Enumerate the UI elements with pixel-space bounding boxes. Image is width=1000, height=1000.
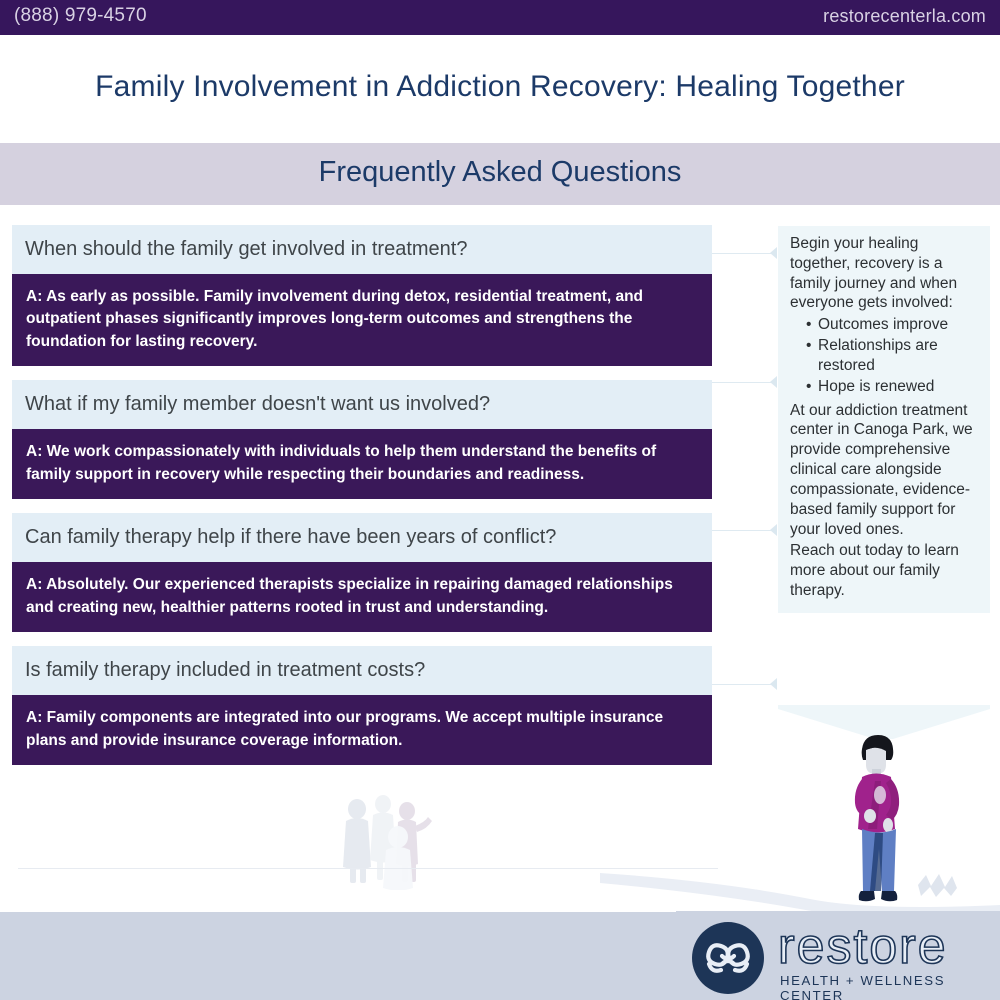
faq-answer: A: Absolutely. Our experienced therapists specialize in repairing damaged relationships and creating new, healthier patterns rooted in trust and understanding. — [12, 562, 712, 632]
connector-line-1 — [712, 253, 774, 254]
connector-arrow-2 — [770, 376, 777, 388]
logo-wordmark: restore — [778, 918, 948, 974]
spacer — [12, 366, 712, 380]
benefit-item: • Outcomes improve — [806, 315, 978, 335]
faq-question[interactable]: Can family therapy help if there have been years of conflict? — [12, 513, 712, 562]
phone-number[interactable]: (888) 979-4570 — [14, 5, 147, 26]
faq-question[interactable]: What if my family member doesn't want us involved? — [12, 380, 712, 429]
faq-question[interactable]: When should the family get involved in treatment? — [12, 225, 712, 274]
connector-line-2 — [712, 382, 774, 383]
benefit-item: • Hope is renewed — [806, 377, 978, 397]
faq-item — [12, 646, 712, 765]
faded-family-group-illustration — [335, 795, 445, 890]
footer-logo-area — [676, 911, 1000, 1000]
side-info-panel — [778, 226, 990, 613]
side-panel-body: At our addiction treatment center in Canoga Park, we provide comprehensive clinical care alongside compassionate, evidence-based family support for your loved ones. — [790, 401, 973, 538]
benefit-item: • Relationships are restored — [806, 336, 978, 376]
faq-list — [12, 225, 712, 765]
faq-answer: A: As early as possible. Family involvement during detox, residential treatment, and outpatient phases significantly improves long-term outcomes and strengthens the foundation for lasting recovery. — [12, 274, 712, 366]
website-url[interactable]: restorecenterla.com — [823, 6, 986, 26]
faq-answer: A: Family components are integrated into our programs. We accept multiple insurance plans and provide insurance coverage information. — [12, 695, 712, 765]
standing-person-illustration — [845, 733, 907, 911]
side-panel-closing: Reach out today to learn more about our family therapy. — [790, 542, 959, 600]
faq-item — [12, 225, 712, 366]
connector-line-4 — [712, 684, 774, 685]
logo-tagline: HEALTH + WELLNESS CENTER — [780, 973, 946, 1000]
restore-knot-logo-icon — [692, 922, 764, 994]
connector-arrow-4 — [770, 678, 777, 690]
side-panel-benefits-list — [790, 315, 978, 396]
faq-section-banner — [0, 143, 1000, 205]
side-panel-intro: Begin your healing together, recovery is a family journey and when everyone gets involved: — [790, 235, 958, 312]
faq-item — [12, 380, 712, 499]
connector-arrow-3 — [770, 524, 777, 536]
faq-banner-title: Frequently Asked Questions — [318, 156, 682, 188]
page-title: Family Involvement in Addiction Recovery: Healing Together — [95, 70, 905, 103]
faq-answer: A: We work compassionately with individuals to help them understand the benefits of family support in recovery while respecting their boundaries and readiness. — [12, 429, 712, 499]
spacer — [12, 499, 712, 513]
connector-line-3 — [712, 530, 774, 531]
connector-arrow-1 — [770, 247, 777, 259]
faq-question[interactable]: Is family therapy included in treatment costs? — [12, 646, 712, 695]
top-contact-bar — [0, 0, 1000, 35]
horizon-line — [18, 868, 718, 869]
spacer — [12, 632, 712, 646]
faq-item — [12, 513, 712, 632]
